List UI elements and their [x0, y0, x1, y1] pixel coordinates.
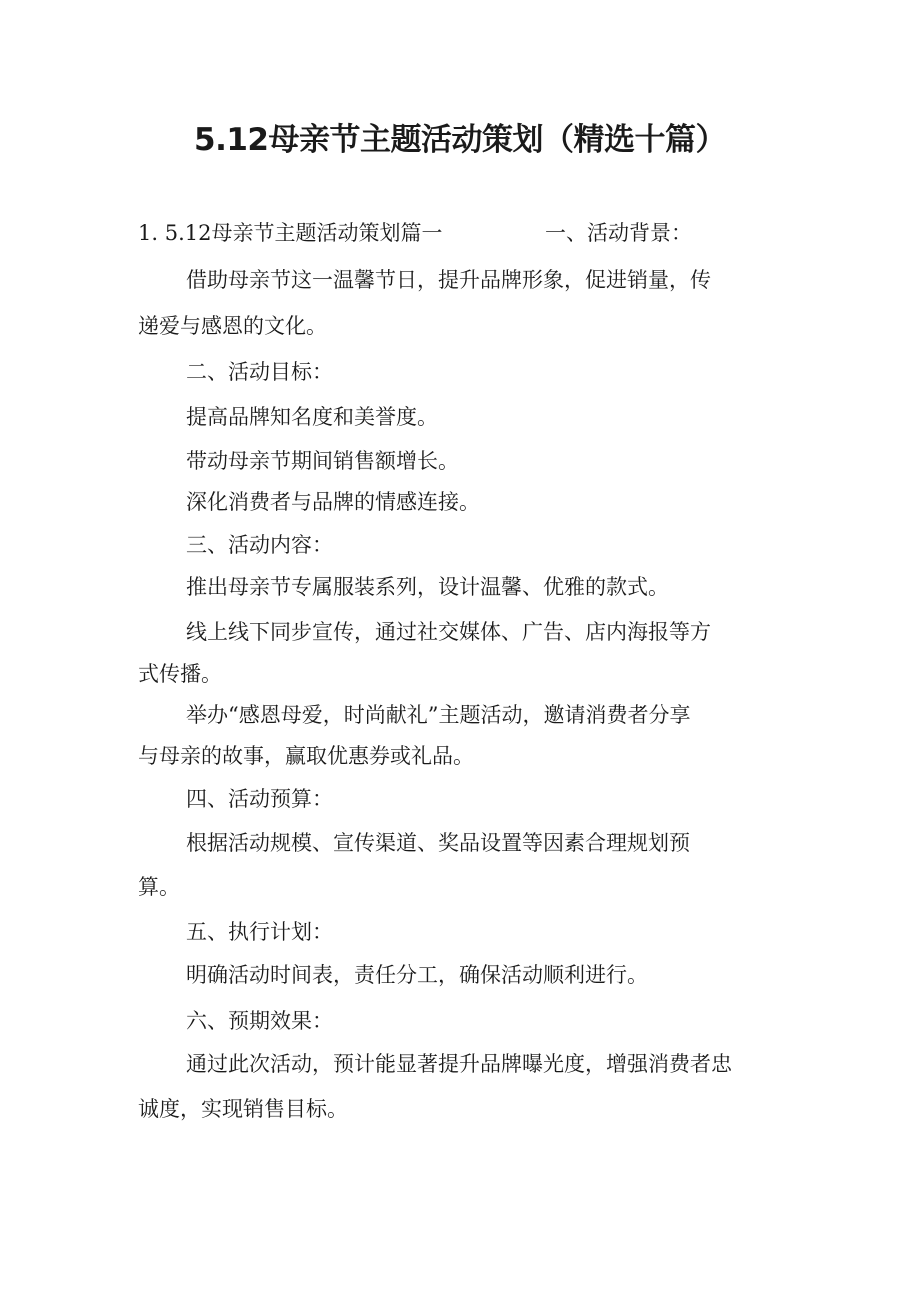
heading-content: 三、活动内容：: [186, 533, 333, 557]
content-item-line-1: 举办“感恩母爱，时尚献礼”主题活动，邀请消费者分享: [186, 703, 691, 727]
content-item-line-1: 线上线下同步宣传，通过社交媒体、广告、店内海报等方: [186, 620, 711, 644]
heading-expected-results: 六、预期效果：: [186, 1009, 333, 1033]
heading-budget: 四、活动预算：: [186, 787, 333, 811]
content-item: 推出母亲节专属服装系列，设计温馨、优雅的款式。: [186, 575, 669, 599]
budget-line-2: 算。: [138, 875, 180, 899]
goal-item: 提高品牌知名度和美誉度。: [186, 405, 438, 429]
heading-execution: 五、执行计划：: [186, 920, 333, 944]
section-heading: 1. 5.12母亲节主题活动策划篇一: [138, 221, 443, 245]
paragraph-background-line-2: 递爱与感恩的文化。: [138, 314, 327, 338]
content-item-line-2: 与母亲的故事，赢取优惠券或礼品。: [138, 744, 474, 768]
results-line-1: 通过此次活动，预计能显著提升品牌曝光度，增强消费者忠: [186, 1052, 732, 1076]
goal-item: 带动母亲节期间销售额增长。: [186, 449, 459, 473]
paragraph-background-line-1: 借助母亲节这一温馨节日，提升品牌形象，促进销量，传: [186, 268, 711, 292]
goal-item: 深化消费者与品牌的情感连接。: [186, 490, 480, 514]
content-item-line-2: 式传播。: [138, 662, 222, 686]
heading-background: 一、活动背景：: [545, 221, 692, 245]
heading-goals: 二、活动目标：: [186, 360, 333, 384]
document-title: 5.12母亲节主题活动策划（精选十篇）: [194, 122, 726, 158]
execution-item: 明确活动时间表，责任分工，确保活动顺利进行。: [186, 963, 648, 987]
budget-line-1: 根据活动规模、宣传渠道、奖品设置等因素合理规划预: [186, 831, 690, 855]
results-line-2: 诚度，实现销售目标。: [138, 1097, 348, 1121]
